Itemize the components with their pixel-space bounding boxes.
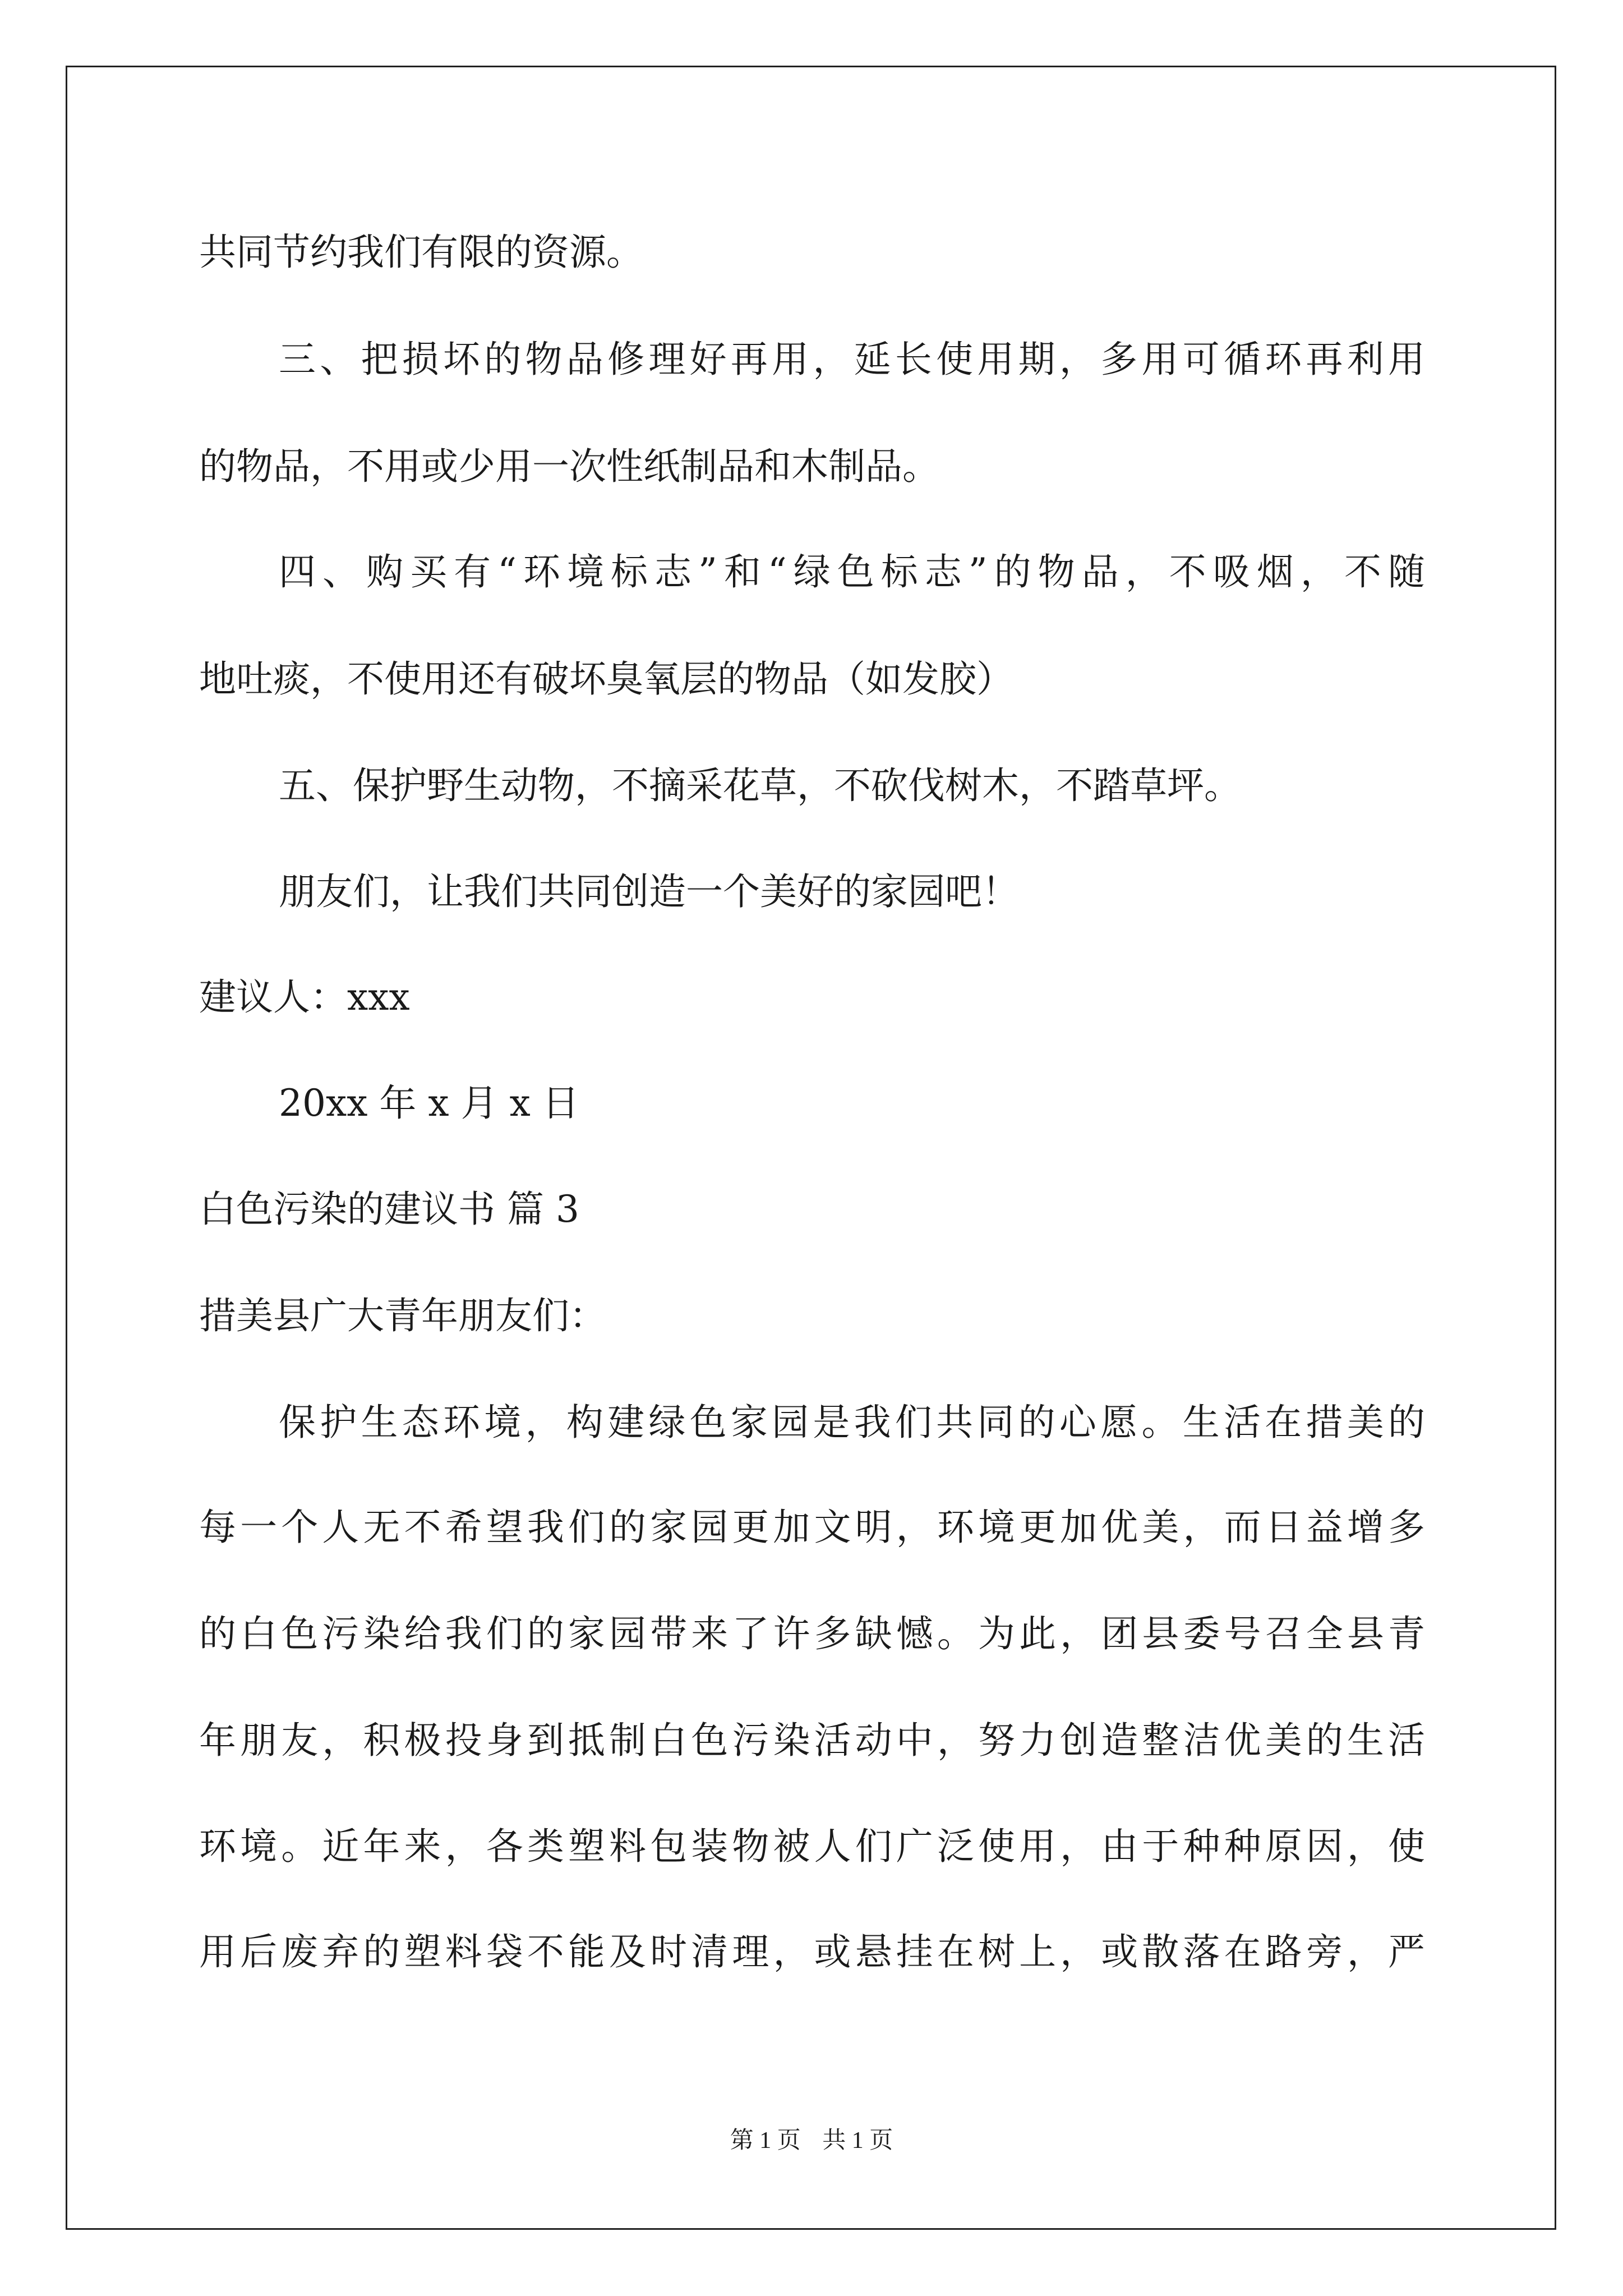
body-text-line: 用后废弃的塑料袋不能及时清理，或悬挂在树上，或散落在路旁，严: [199, 1930, 1425, 1973]
page-footer: [0, 2125, 1623, 2156]
body-text-line: 朋友们，让我们共同创造一个美好的家园吧！: [279, 870, 1019, 913]
date-line: 20xx 年 x 月 x 日: [279, 1082, 579, 1125]
section-title: 白色污染的建议书 篇 3: [199, 1188, 579, 1231]
salutation-line: 措美县广大青年朋友们：: [199, 1294, 606, 1337]
body-text-line: 环境。近年来，各类塑料包装物被人们广泛使用，由于种种原因，使: [199, 1825, 1425, 1868]
page-border: [66, 66, 1556, 2230]
body-text-line: 地吐痰，不使用还有破坏臭氧层的物品（如发胶）: [199, 657, 1013, 701]
signature-line: 建议人：xxx: [199, 976, 410, 1019]
body-text-line: 年朋友，积极投身到抵制白色污染活动中，努力创造整洁优美的生活: [199, 1719, 1425, 1762]
body-text-line: 的白色污染给我们的家园带来了许多缺憾。为此，团县委号召全县青: [199, 1612, 1425, 1655]
page-number: 第 1 页: [730, 2128, 801, 2154]
body-text-line: 三、把损坏的物品修理好再用，延长使用期，多用可循环再利用: [279, 338, 1425, 381]
body-text-line: 每一个人无不希望我们的家园更加文明，环境更加优美，而日益增多: [199, 1506, 1425, 1549]
page-total: 共 1 页: [822, 2128, 893, 2154]
body-text-line: 五、保护野生动物，不摘采花草，不砍伐树木，不踏草坪。: [279, 764, 1241, 807]
body-text-line: 四、购买有“环境标志”和“绿色标志”的物品，不吸烟，不随: [279, 550, 1425, 593]
body-text-line: 保护生态环境，构建绿色家园是我们共同的心愿。生活在措美的: [279, 1401, 1425, 1444]
body-text-line: 的物品，不用或少用一次性纸制品和木制品。: [199, 445, 939, 488]
body-text-line: 共同节约我们有限的资源。: [199, 231, 643, 274]
